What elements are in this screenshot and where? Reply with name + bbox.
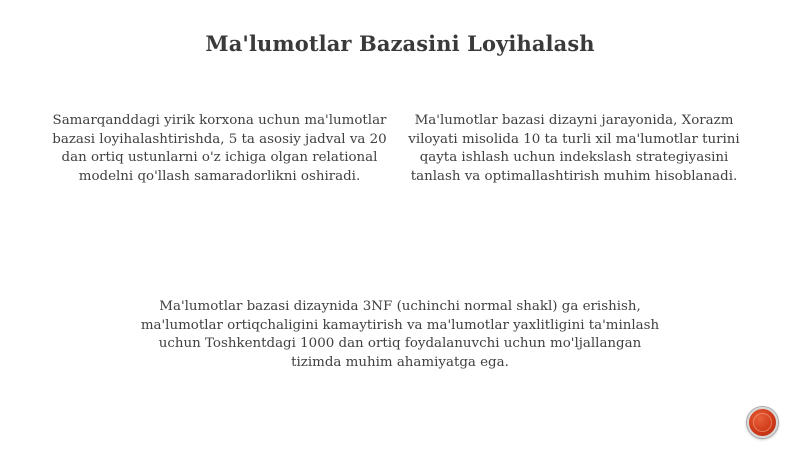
paragraph-right: Ma'lumotlar bazasi dizayni jarayonida, Xorazm viloyati misolida 10 ta turli xil ma'lumotlar turini qayta ishlash uchun indekslash strategiyasini tanlash va optimallashtirish muhim hisoblanadi. [408,113,740,184]
slide-nav-button[interactable] [747,407,778,438]
paragraph-bottom: Ma'lumotlar bazasi dizaynida 3NF (uchinchi normal shakl) ga erishish, ma'lumotlar ortiqchaligini kamaytirish va ma'lumotlar yaxlitligini ta'minlash uchun Toshkentdagi 1000 dan ortiq foydalanuvchi uchun mo'ljallangan tizimda muhim ahamiyatga ega. [140,299,660,370]
circle-button-icon [753,413,772,432]
slide-title: Ma'lumotlar Bazasini Loyihalash [205,31,595,56]
paragraph-left: Samarqanddagi yirik korxona uchun ma'lumotlar bazasi loyihalashtirishda, 5 ta asosiy jadval va 20 dan ortiq ustunlarni o'z ichiga olgan relational modelni qo'llash samaradorlikni oshiradi. [52,113,387,184]
